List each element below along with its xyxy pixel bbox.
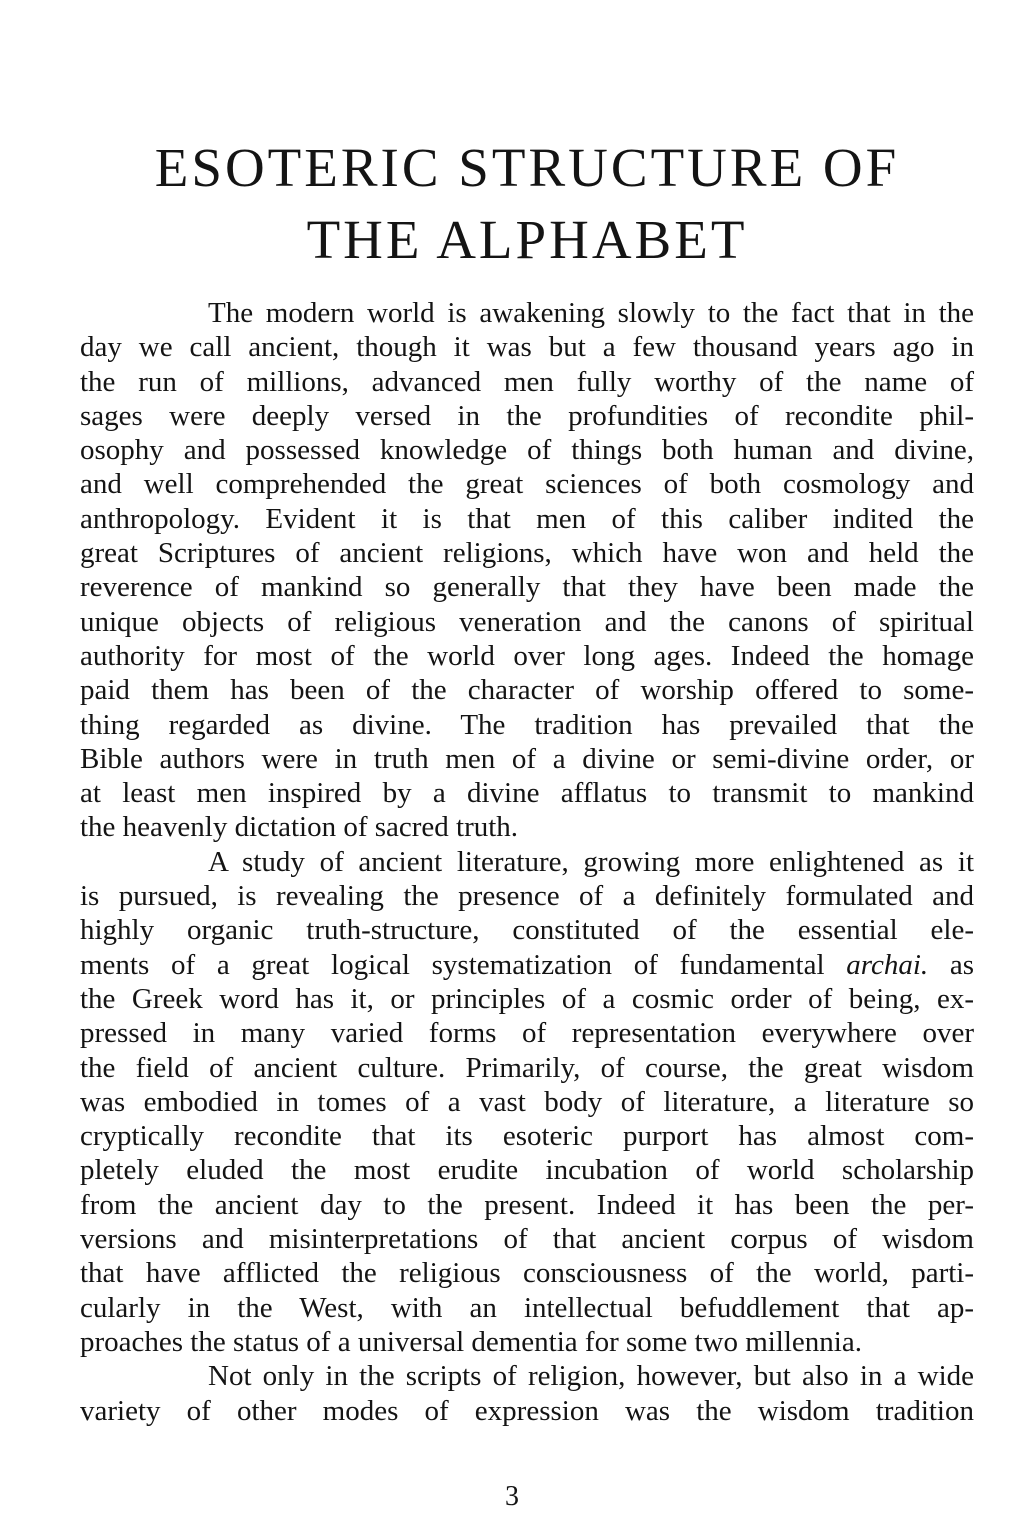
text-line: the field of ancient culture. Primarily, of course, the great wisdom bbox=[80, 1051, 974, 1084]
text-line: Not only in the scripts of religion, however, but also in a wide bbox=[208, 1360, 974, 1393]
text-line: thing regarded as divine. The tradition has prevailed that the bbox=[80, 708, 974, 741]
text-line: from the ancient day to the present. Indeed it has been the per- bbox=[80, 1188, 974, 1221]
italic-term: archai. bbox=[846, 948, 929, 981]
text-line: pletely eluded the most erudite incubation of world scholarship bbox=[80, 1154, 974, 1187]
text-line: highly organic truth-structure, constituted of the essential ele- bbox=[80, 914, 974, 947]
text-line: cularly in the West, with an intellectual befuddlement that ap- bbox=[80, 1291, 974, 1324]
text-line: pressed in many varied forms of representation everywhere over bbox=[80, 1017, 974, 1050]
text-line: at least men inspired by a divine afflatus to transmit to mankind bbox=[80, 777, 974, 810]
text-line: Bible authors were in truth men of a divine or semi-divine order, or bbox=[80, 742, 974, 775]
body-text bbox=[80, 296, 974, 1428]
text-line: great Scriptures of ancient religions, which have won and held the bbox=[80, 537, 974, 570]
text-line: was embodied in tomes of a vast body of literature, a literature so bbox=[80, 1085, 974, 1118]
text-line: and well comprehended the great sciences of both cosmology and bbox=[80, 468, 974, 501]
text-line: proaches the status of a universal dementia for some two millennia. bbox=[80, 1325, 862, 1358]
paragraph-2 bbox=[80, 845, 974, 1359]
text-line: sages were deeply versed in the profundities of recondite phil- bbox=[80, 399, 974, 432]
text-line-with-italic bbox=[80, 948, 974, 982]
text-line: is pursued, is revealing the presence of a definitely formulated and bbox=[80, 880, 974, 913]
chapter-title-line-1: ESOTERIC STRUCTURE OF bbox=[154, 137, 900, 198]
text-line: day we call ancient, though it was but a few thousand years ago in bbox=[80, 331, 974, 364]
text-line: unique objects of religious veneration and the canons of spiritual bbox=[80, 605, 974, 638]
text-line: paid them has been of the character of worship offered to some- bbox=[80, 674, 974, 707]
page-number: 3 bbox=[505, 1481, 519, 1512]
text-line: the run of millions, advanced men fully worthy of the name of bbox=[80, 365, 974, 398]
text-line: osophy and possessed knowledge of things both human and divine, bbox=[80, 434, 974, 467]
text-line: variety of other modes of expression was the wisdom tradition bbox=[80, 1394, 974, 1427]
text-line: the Greek word has it, or principles of a cosmic order of being, ex- bbox=[80, 982, 974, 1015]
line-text: as bbox=[928, 948, 974, 981]
text-line: versions and misinterpretations of that ancient corpus of wisdom bbox=[80, 1223, 974, 1256]
text-line: A study of ancient literature, growing more enlightened as it bbox=[208, 845, 974, 878]
paragraph-3 bbox=[80, 1359, 974, 1428]
text-line: that have afflicted the religious consciousness of the world, parti- bbox=[80, 1257, 974, 1290]
chapter-title-line-2: THE ALPHABET bbox=[306, 209, 748, 270]
page-content bbox=[80, 132, 974, 1428]
text-line: authority for most of the world over long ages. Indeed the homage bbox=[80, 639, 974, 672]
line-text: ments of a great logical systematization of fundamental bbox=[80, 948, 847, 981]
chapter-title bbox=[80, 132, 974, 276]
paragraph-1 bbox=[80, 296, 974, 845]
text-line: anthropology. Evident it is that men of this caliber indited the bbox=[80, 502, 974, 535]
text-line: the heavenly dictation of sacred truth. bbox=[80, 811, 519, 844]
text-line: cryptically recondite that its esoteric purport has almost com- bbox=[80, 1120, 974, 1153]
text-line: The modern world is awakening slowly to the fact that in the bbox=[208, 297, 974, 329]
text-line: reverence of mankind so generally that they have been made the bbox=[80, 571, 974, 604]
